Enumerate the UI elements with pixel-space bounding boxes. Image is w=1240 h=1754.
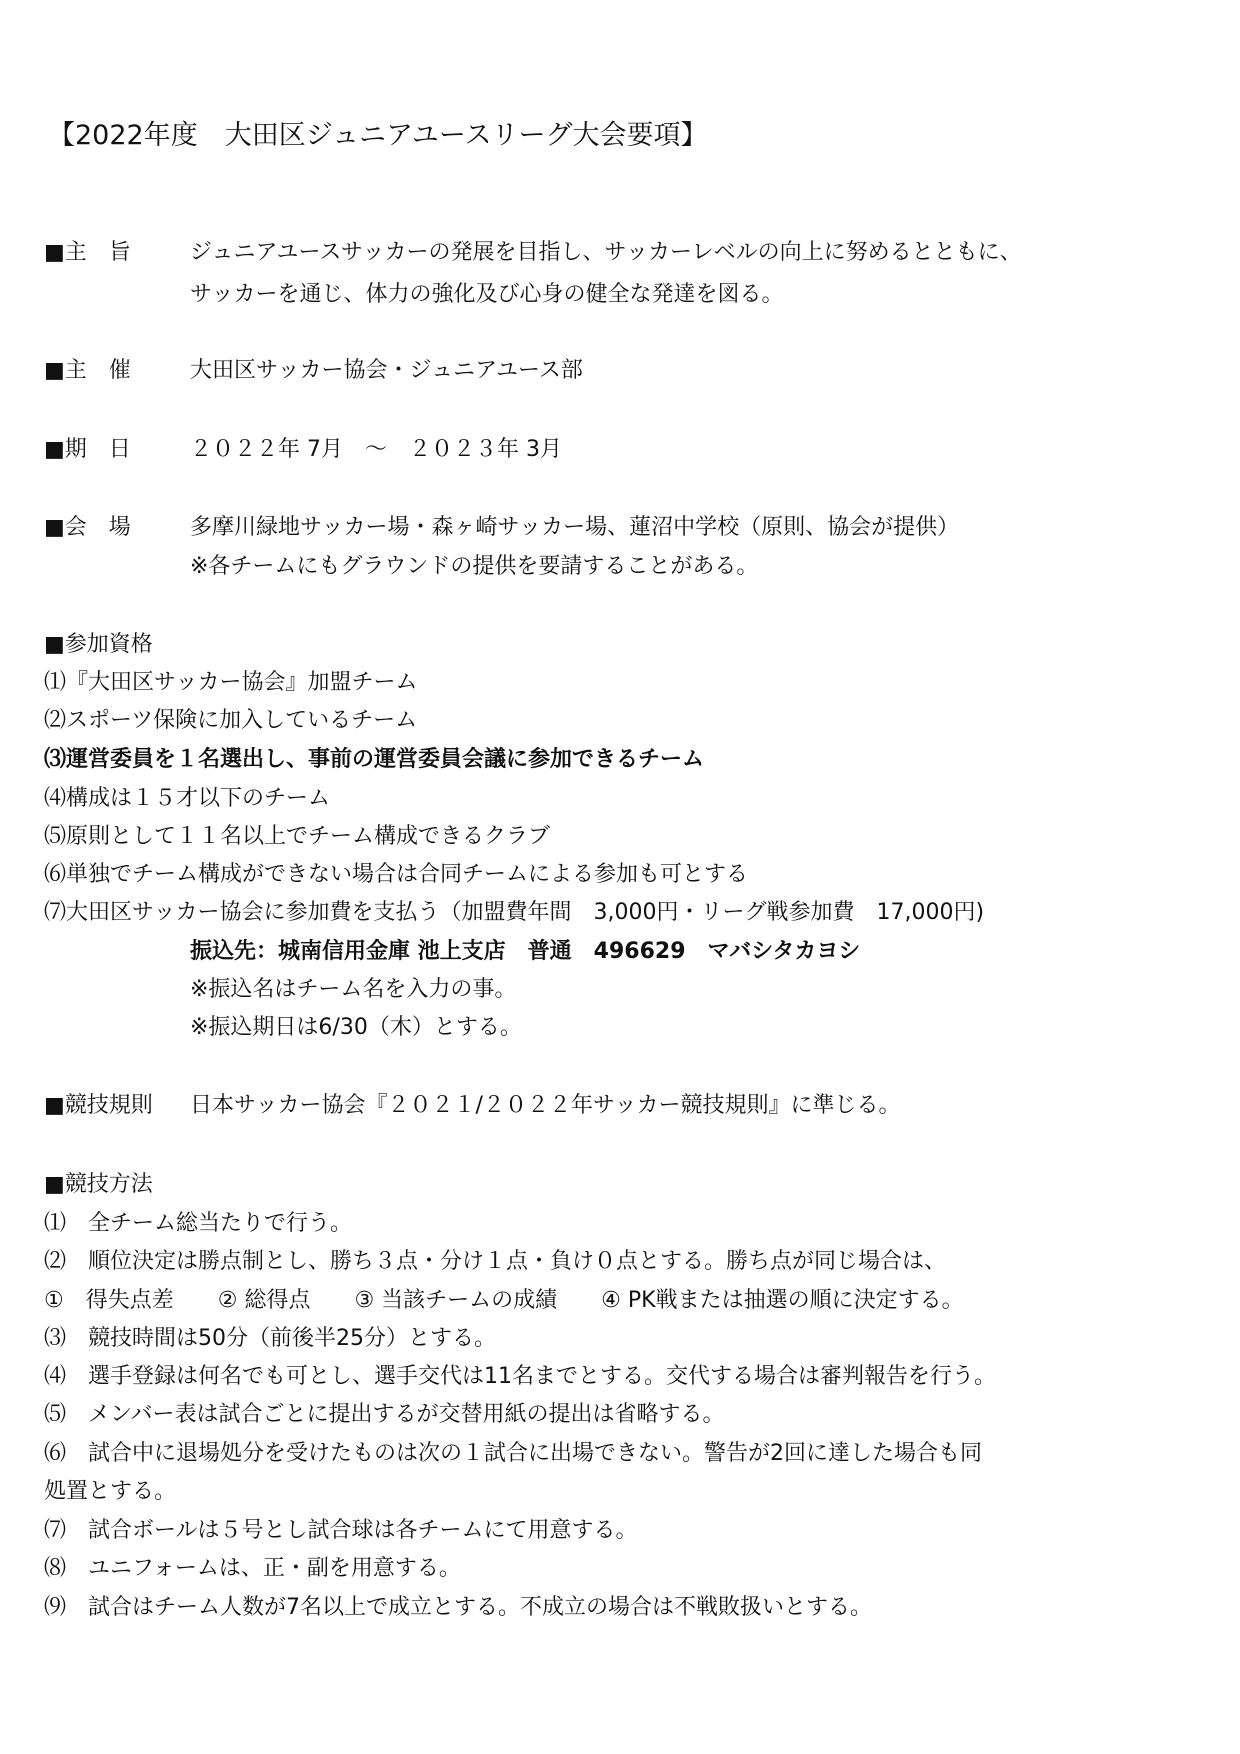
venue-line-2: ※各チームにもグラウンドの提供を要請することがある。 bbox=[190, 554, 759, 579]
venue-line-1: 多摩川緑地サッカー場・森ヶ崎サッカー場、蓮沼中学校（原則、協会が提供） bbox=[190, 515, 960, 540]
purpose-label: ■主 旨 bbox=[44, 240, 131, 265]
eligibility-item: ⑶運営委員を１名選出し、事前の運営委員会議に参加できるチーム bbox=[44, 747, 705, 772]
organizer-label: ■主 催 bbox=[44, 358, 131, 383]
method-item: ① 得失点差 ② 総得点 ③ 当該チームの成績 ④ PK戦または抽選の順に決定する。 bbox=[44, 1288, 964, 1313]
method-item: 処置とする。 bbox=[44, 1479, 177, 1504]
rules-label: ■競技規則 bbox=[44, 1093, 153, 1118]
method-item: ⑼ 試合はチーム人数が7名以上で成立とする。不成立の場合は不戦敗扱いとする。 bbox=[44, 1595, 872, 1620]
method-item: ⑴ 全チーム総当たりで行う。 bbox=[44, 1211, 353, 1236]
period-label: ■期 日 bbox=[44, 437, 131, 462]
method-item: ⑷ 選手登録は何名でも可とし、選手交代は11名までとする。交代する場合は審判報告を行う。 bbox=[44, 1364, 996, 1389]
transfer-account: 振込先：城南信用金庫 池上支店 普通 496629 マバシタカヨシ bbox=[190, 939, 861, 964]
eligibility-item: ⑷構成は１５才以下のチーム bbox=[44, 786, 331, 811]
method-item: ⑻ ユニフォームは、正・副を用意する。 bbox=[44, 1556, 461, 1581]
eligibility-heading: ■参加資格 bbox=[44, 632, 153, 657]
method-item: ⑺ 試合ボールは５号とし試合球は各チームにて用意する。 bbox=[44, 1518, 638, 1543]
method-item: ⑵ 順位決定は勝点制とし、勝ち３点・分け１点・負け０点とする。勝ち点が同じ場合は、 bbox=[44, 1249, 947, 1274]
organizer-value: 大田区サッカー協会・ジュニアユース部 bbox=[190, 358, 583, 383]
page-title: 【2022年度 大田区ジュニアユースリーグ大会要項】 bbox=[48, 120, 708, 151]
purpose-line-1: ジュニアユースサッカーの発展を目指し、サッカーレベルの向上に努めるとともに、 bbox=[190, 240, 1022, 265]
transfer-note-deadline: ※振込期日は6/30（木）とする。 bbox=[190, 1015, 522, 1040]
period-value: ２０２２年 7月 ～ ２０２３年 3月 bbox=[190, 437, 562, 462]
method-item: ⑸ メンバー表は試合ごとに提出するが交替用紙の提出は省略する。 bbox=[44, 1402, 725, 1427]
purpose-line-2: サッカーを通じ、体力の強化及び心身の健全な発達を図る。 bbox=[190, 282, 784, 307]
eligibility-item: ⑴『大田区サッカー協会』加盟チーム bbox=[44, 670, 418, 695]
eligibility-item: ⑹単独でチーム構成ができない場合は合同チームによる参加も可とする bbox=[44, 862, 749, 887]
method-item: ⑶ 競技時間は50分（前後半25分）とする。 bbox=[44, 1326, 496, 1351]
transfer-note-name: ※振込名はチーム名を入力の事。 bbox=[190, 977, 517, 1002]
eligibility-item: ⑸原則として１１名以上でチーム構成できるクラブ bbox=[44, 824, 551, 849]
venue-label: ■会 場 bbox=[44, 515, 131, 540]
method-heading: ■競技方法 bbox=[44, 1172, 153, 1197]
eligibility-item: ⑺大田区サッカー協会に参加費を支払う（加盟費年間 3,000円・リーグ戦参加費 17,000円) bbox=[44, 900, 985, 925]
rules-value: 日本サッカー協会『２０２１/２０２２年サッカー競技規則』に準じる。 bbox=[190, 1093, 901, 1118]
eligibility-item: ⑵スポーツ保険に加入しているチーム bbox=[44, 708, 418, 733]
method-item: ⑹ 試合中に退場処分を受けたものは次の１試合に出場できない。警告が2回に達した場合も同 bbox=[44, 1441, 982, 1466]
